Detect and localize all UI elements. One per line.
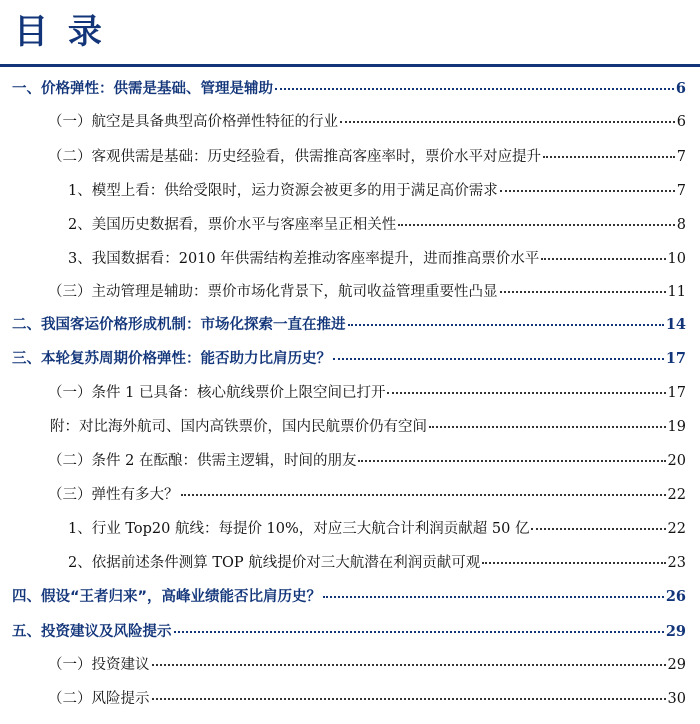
toc-entry-item[interactable] [68,179,686,201]
toc-entry-page: 6 [675,80,686,97]
toc-entry-page: 8 [676,217,686,233]
toc-entry-page: 29 [665,623,686,640]
toc-entry-subsection[interactable] [48,449,686,471]
dot-leader [152,664,666,666]
toc-entry-item[interactable] [68,247,686,269]
toc-entry-label: 一、价格弹性：供需是基础、管理是辅助 [12,81,273,97]
toc-entry-page: 30 [667,691,686,707]
dot-leader [275,88,674,90]
dot-leader [541,258,665,260]
toc-entry-section-1[interactable] [12,77,686,99]
toc-entry-label: 3、我国数据看：2010 年供需结构差推动客座率提升，进而推高票价水平 [68,251,540,267]
dot-leader [152,698,666,700]
page-title: 目 录 [14,12,106,52]
toc-entry-label: （二）条件 2 在酝酿：供需主逻辑，时间的朋友 [48,453,357,469]
dot-leader [348,324,664,326]
toc-entry-page: 22 [667,521,686,537]
toc-entry-page: 22 [667,487,686,503]
dot-leader [429,426,666,428]
toc-entry-item[interactable] [68,213,686,235]
toc-entry-subsection[interactable] [48,110,686,132]
toc-entry-page: 7 [676,149,686,165]
dot-leader [482,562,665,564]
toc-entry-label: （一）投资建议 [48,657,150,673]
toc-entry-page: 10 [667,251,686,267]
toc-entry-item[interactable] [68,517,686,539]
toc-entry-appendix[interactable] [50,415,686,437]
toc-entry-label: 附：对比海外航司、国内高铁票价，国内民航票价仍有空间 [50,419,427,435]
toc-entry-label: 五、投资建议及风险提示 [12,624,172,640]
toc-entry-label: （一）条件 1 已具备：核心航线票价上限空间已打开 [48,385,386,401]
dot-leader [174,631,664,633]
toc-entry-subsection[interactable] [48,687,686,709]
toc-entry-label: （二）风险提示 [48,691,150,707]
toc-entry-page: 17 [667,385,686,401]
toc-entry-subsection[interactable] [48,280,686,302]
toc-entry-section-4[interactable] [12,585,686,607]
dot-leader [181,494,666,496]
toc-entry-label: 四、假设“王者归来”，高峰业绩能否比肩历史？ [12,589,322,605]
toc-entry-page: 7 [676,183,686,199]
toc-entry-item[interactable] [68,551,686,573]
toc-entry-subsection[interactable] [48,653,686,675]
dot-leader [398,224,675,226]
toc-entry-label: 2、依据前述条件测算 TOP 航线提价对三大航潜在利润贡献可观 [68,555,481,571]
toc-entry-label: （一）航空是具备典型高价格弹性特征的行业 [48,114,338,130]
toc-entry-section-2[interactable] [12,313,686,335]
dot-leader [500,291,666,293]
dot-leader [387,392,665,394]
dot-leader [333,358,664,360]
toc-entry-page: 23 [667,555,686,571]
dot-leader [323,596,664,598]
toc-entry-label: （三）主动管理是辅助：票价市场化背景下，航司收益管理重要性凸显 [48,284,498,300]
toc-entry-section-5[interactable] [12,620,686,642]
toc-entry-subsection[interactable] [48,381,686,403]
toc-entry-page: 19 [667,419,686,435]
toc-entry-label: （三）弹性有多大？ [48,487,179,503]
toc-entry-page: 6 [676,114,686,130]
toc-entry-label: 1、模型上看：供给受限时，运力资源会被更多的用于满足高价需求 [68,183,498,199]
toc-entry-subsection[interactable] [48,483,686,505]
toc-entry-page: 17 [665,350,686,367]
toc-entry-label: 二、我国客运价格形成机制：市场化探索一直在推进 [12,317,346,333]
title-divider [0,64,700,67]
toc-entry-label: 2、美国历史数据看，票价水平与客座率呈正相关性 [68,217,397,233]
toc-entry-page: 26 [665,588,686,605]
dot-leader [531,528,665,530]
toc-entry-page: 14 [665,316,686,333]
toc-entry-label: 1、行业 Top20 航线：每提价 10%，对应三大航合计利润贡献超 50 亿 [68,521,530,537]
dot-leader [358,460,665,462]
toc-entry-section-3[interactable] [12,347,686,369]
toc-entry-page: 11 [667,284,686,300]
toc-entry-label: （二）客观供需是基础：历史经验看，供需推高客座率时，票价水平对应提升 [48,149,541,165]
dot-leader [543,156,675,158]
dot-leader [500,190,675,192]
dot-leader [340,121,675,123]
toc-entry-label: 三、本轮复苏周期价格弹性：能否助力比肩历史？ [12,351,331,367]
toc-entry-page: 29 [667,657,686,673]
toc-entry-subsection[interactable] [48,145,686,167]
toc-entry-page: 20 [667,453,686,469]
